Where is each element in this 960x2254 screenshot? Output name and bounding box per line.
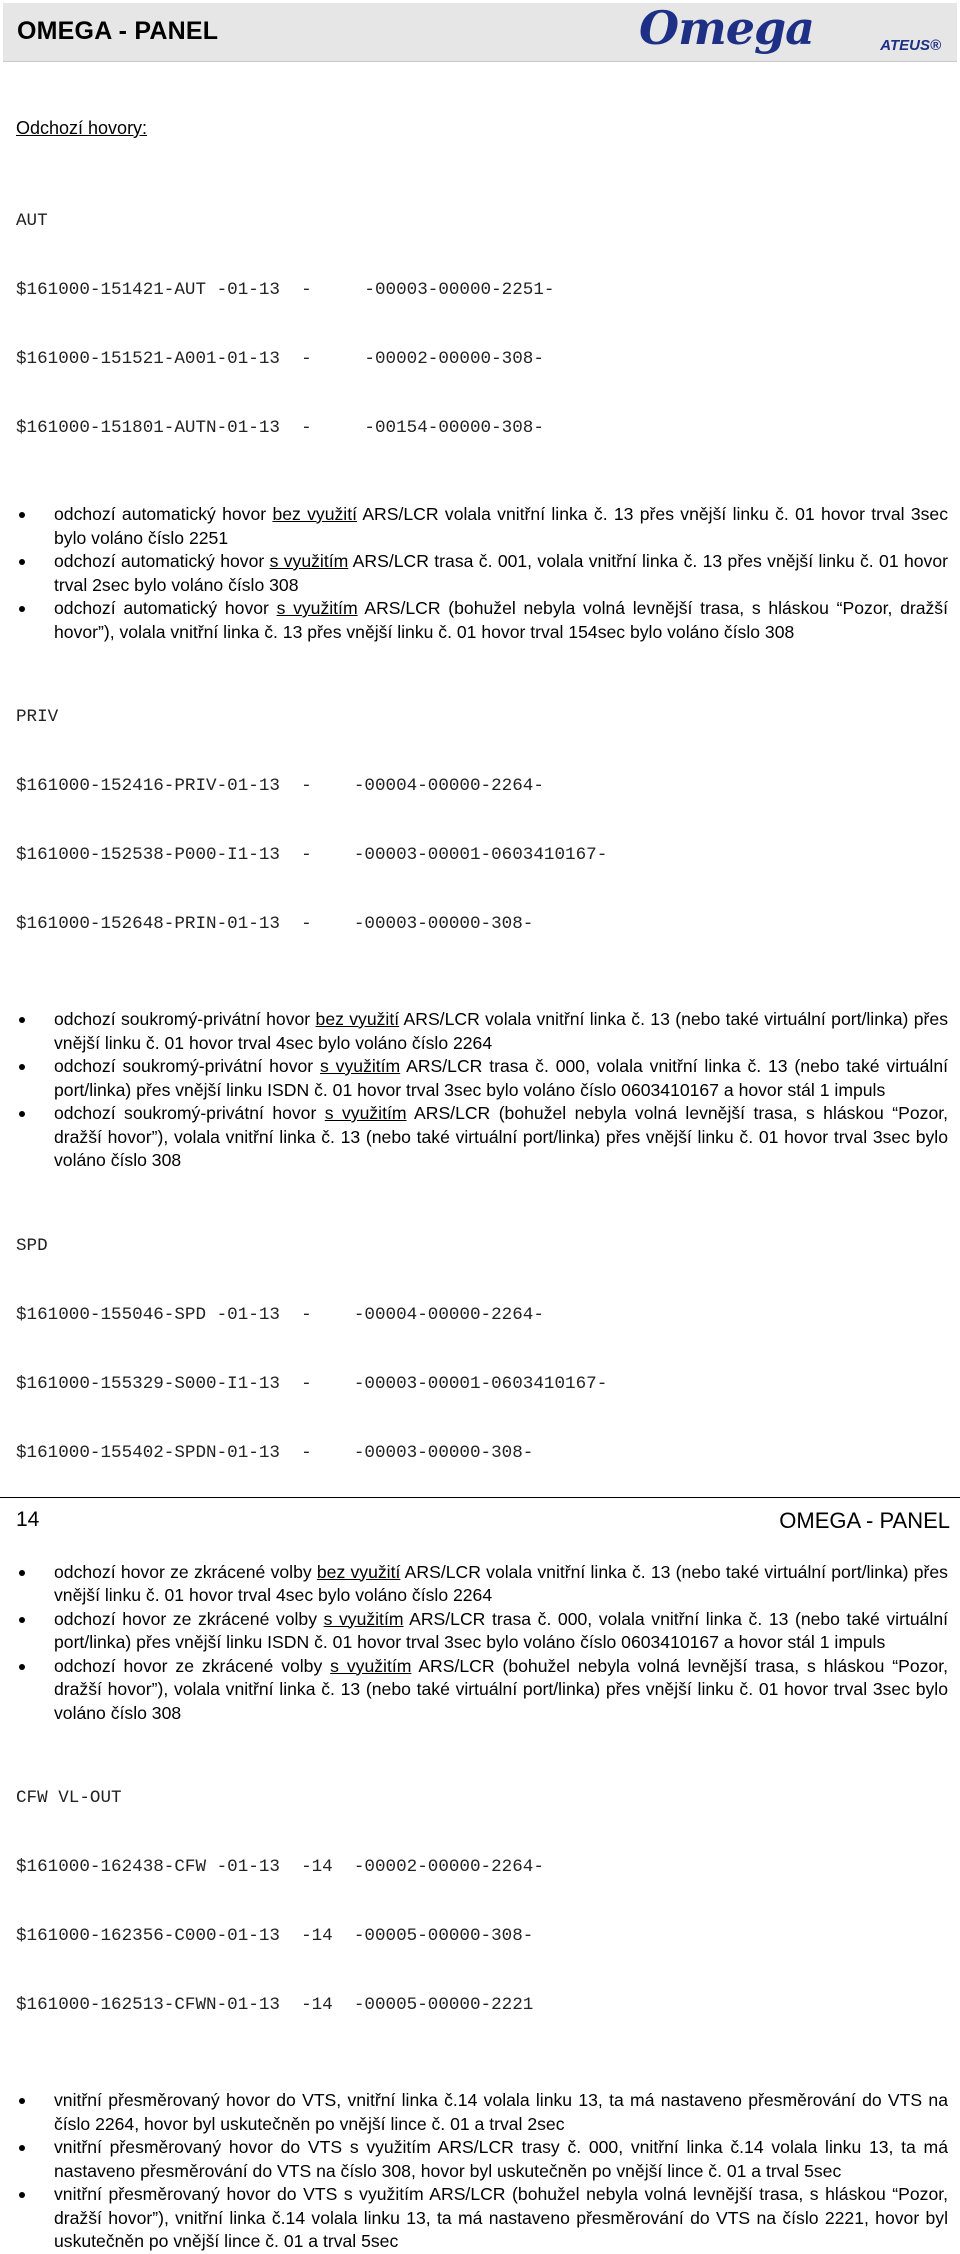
list-item: odchozí soukromý-privátní hovor bez využití ARS/LCR volala vnitřní linka č. 13 (nebo také virtuální port/linka) přes vnější linku č. 01 hovor trval 4sec bylo voláno číslo 2264: [16, 1008, 948, 1055]
code-line: CFW VL-OUT: [16, 1788, 122, 1808]
list-item: odchozí hovor ze zkrácené volby s využitím ARS/LCR (bohužel nebyla volná levnější trasa, s hláskou “Pozor, dražší hovor”), volala vnitřní linka č. 13 (nebo také virtuální port/linka) přes vnější linku č. 01 hovor trval 3sec bylo voláno číslo 308: [16, 1655, 948, 1726]
page-header: [3, 3, 957, 62]
code-line: $161000-152416-PRIV-01-13 - -00004-00000-2264-: [16, 776, 544, 796]
section-title: Odchozí hovory:: [16, 118, 148, 138]
code-listing: [16, 164, 948, 486]
record-block-cfw: [16, 1741, 948, 2254]
code-line: $161000-152538-P000-I1-13 - -00003-00001-0603410167-: [16, 845, 608, 865]
list-item: odchozí soukromý-privátní hovor s využitím ARS/LCR (bohužel nebyla volná levnější trasa, s hláskou “Pozor, dražší hovor”), volala vnitřní linka č. 13 (nebo také virtuální port/linka) přes vnější linku č. 01 hovor trval 3sec bylo voláno číslo 308: [16, 1102, 948, 1173]
logo-wordmark: Omega: [639, 1, 814, 55]
code-line: SPD: [16, 1235, 48, 1256]
code-line: $161000-151801-AUTN-01-13 - -00154-00000-308-: [16, 418, 544, 438]
list-item: odchozí automatický hovor s využitím ARS/LCR trasa č. 001, volala vnitřní linka č. 13 přes vnější linku č. 01 hovor trval 2sec bylo voláno číslo 308: [16, 550, 948, 597]
code-listing: [16, 1189, 948, 1511]
code-line: $161000-151421-AUT -01-13 - -00003-00000-2251-: [16, 280, 555, 300]
list-item: vnitřní přesměrovaný hovor do VTS s využitím ARS/LCR trasy č. 000, vnitřní linka č.14 volala linku 13, ta má nastaveno přesměrování do VTS na číslo 308, hovor byl uskutečněn po vnější lince č. 01 a trval 5sec: [16, 2136, 948, 2183]
omega-ateus-logo: [639, 1, 949, 59]
code-line: $161000-152648-PRIN-01-13 - -00003-00000-308-: [16, 914, 534, 934]
list-item: odchozí hovor ze zkrácené volby bez využití ARS/LCR volala vnitřní linka č. 13 (nebo také virtuální port/linka) přes vnější linku č. 01 hovor trval 4sec bylo voláno číslo 2264: [16, 1561, 948, 1608]
code-line: $161000-162438-CFW -01-13 -14 -00002-00000-2264-: [16, 1857, 544, 1877]
bullet-list: [16, 1008, 948, 1173]
record-block-spd: [16, 1189, 948, 1726]
code-listing: [16, 1741, 948, 2063]
list-item: odchozí hovor ze zkrácené volby s využitím ARS/LCR trasa č. 000, volala vnitřní linka č. 13 (nebo také virtuální port/linka) přes vnější linku ISDN č. 01 hovor trval 3sec bylo voláno číslo 0603410167 a hovor stál 1 impuls: [16, 1608, 948, 1655]
bullet-list: [16, 1561, 948, 1726]
bullet-list: [16, 2089, 948, 2254]
code-line: $161000-155329-S000-I1-13 - -00003-00001-0603410167-: [16, 1373, 608, 1394]
page-number: 14: [16, 1508, 40, 1531]
record-block-priv: [16, 660, 948, 1173]
bullet-list: [16, 503, 948, 644]
code-line: $161000-151521-A001-01-13 - -00002-00000-308-: [16, 349, 544, 369]
list-item: odchozí automatický hovor bez využití ARS/LCR volala vnitřní linka č. 13 přes vnější linku č. 01 hovor trval 3sec bylo voláno číslo 2251: [16, 503, 948, 550]
list-item: vnitřní přesměrovaný hovor do VTS s využitím ARS/LCR (bohužel nebyla volná levnější trasa, s hláskou “Pozor, dražší hovor”), vnitřní linka č.14 volala linku 13, ta má nastaveno přesměrování do VTS na číslo 2221, hovor byl uskutečněn po vnější lince č. 01 a trval 5sec: [16, 2183, 948, 2254]
record-block-aut: [16, 164, 948, 644]
list-item: vnitřní přesměrovaný hovor do VTS, vnitřní linka č.14 volala linku 13, ta má nastaveno přesměrování do VTS na číslo 2264, hovor byl uskutečněn po vnější lince č. 01 a trval 2sec: [16, 2089, 948, 2136]
header-title: OMEGA - PANEL: [17, 17, 219, 45]
code-line: AUT: [16, 211, 48, 231]
code-line: $161000-162356-C000-01-13 -14 -00005-00000-308-: [16, 1926, 534, 1946]
code-line: $161000-162513-CFWN-01-13 -14 -00005-00000-2221: [16, 1995, 534, 2015]
list-item: odchozí automatický hovor s využitím ARS/LCR (bohužel nebyla volná levnější trasa, s hláskou “Pozor, dražší hovor”), volala vnitřní linka č. 13 přes vnější linku č. 01 hovor trval 154sec bylo voláno číslo 308: [16, 597, 948, 644]
footer-title: OMEGA - PANEL: [779, 1508, 950, 1533]
logo-subtitle: ATEUS®: [880, 37, 941, 54]
code-line: $161000-155046-SPD -01-13 - -00004-00000-2264-: [16, 1304, 544, 1325]
code-listing: [16, 660, 948, 982]
code-line: $161000-155402-SPDN-01-13 - -00003-00000-308-: [16, 1442, 534, 1463]
list-item: odchozí soukromý-privátní hovor s využitím ARS/LCR trasa č. 000, volala vnitřní linka č. 13 (nebo také virtuální port/linka) přes vnější linku ISDN č. 01 hovor trval 3sec bylo voláno číslo 0603410167 a hovor stál 1 impuls: [16, 1055, 948, 1102]
page-footer: [0, 1497, 960, 1533]
page-content: [16, 118, 948, 2254]
code-line: PRIV: [16, 707, 59, 727]
